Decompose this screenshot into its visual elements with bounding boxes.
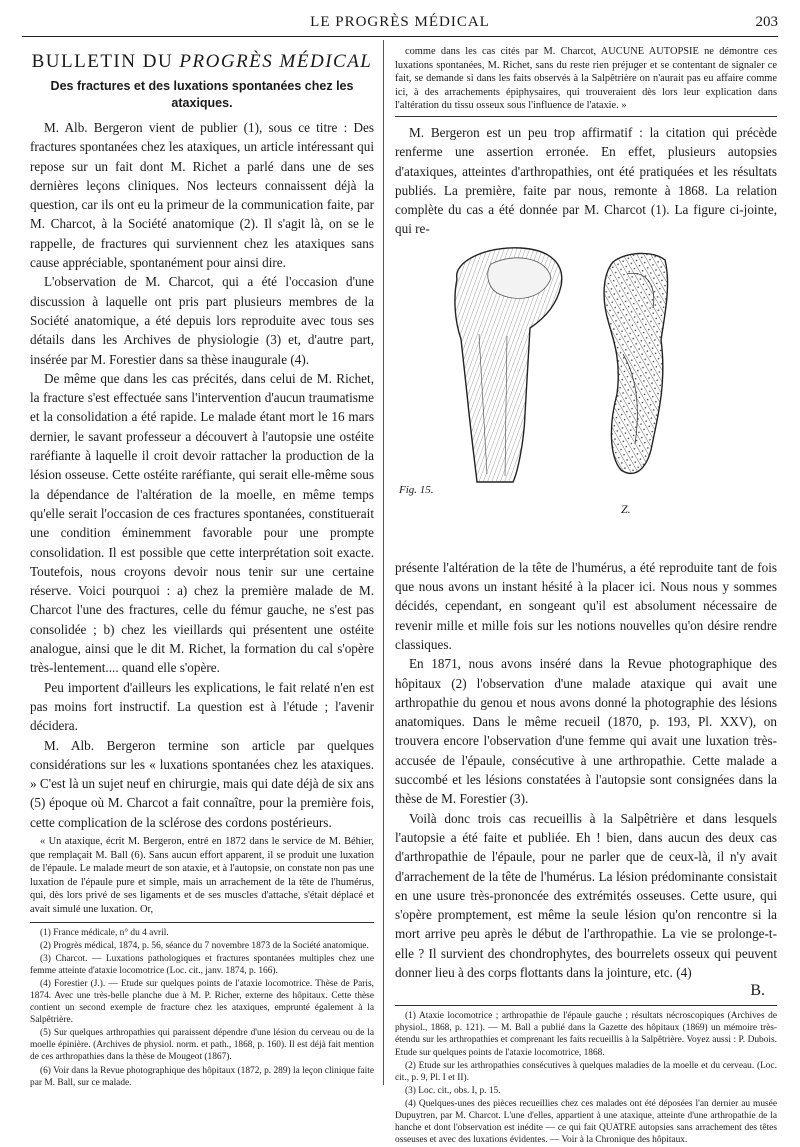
paragraph: L'observation de M. Charcot, qui a été l'occasion d'une discussion à laquelle ont pris part plusieurs membres de la Société anatomique, a été depuis lors reproduite avec tous ses détails dans les Archives de physiologie (3) et, d'autre part, insérée par M. Forestier dans sa thèse inaugurale (4). xyxy=(30,274,374,367)
footnote: (6) Voir dans la Revue photographique des hôpitaux (1872, p. 289) la leçon clinique faite par M. Ball, sur ce malade. xyxy=(30,1065,374,1088)
page-number: 203 xyxy=(755,14,778,30)
paragraph: M. Bergeron est un peu trop affirmatif : la citation qui précède renferme une assertion erronée. En effet, plusieurs autopsies d'ataxiques, atteintes d'arthropathies, ont été pratiquées et les résultats publiés. La première, faite par nous, remonte à 1868. La relation complète du cas a été donnée par M. Charcot (1). La figure ci-jointe, qui re- xyxy=(395,124,777,237)
paragraph: Peu importent d'ailleurs les explications, le fait relaté n'en est pas moins fort instructif. La question est à l'étude ; l'avenir décidera. xyxy=(30,679,374,734)
left-column xyxy=(30,45,374,1090)
figure-humerus xyxy=(395,244,777,556)
footnote: (3) Loc. cit., obs. I, p. 15. xyxy=(405,1085,501,1096)
footnote: (5) Sur quelques arthropathies qui paraissent dépendre d'une lésion du cerveau ou de la moelle épinière. (Archives de physiol. norm. et path., 1868, p. 160). Il est déjà fait mention de ces arthropathies dans la thèse de Mougeot (1867). xyxy=(30,1028,374,1063)
footnote: (2) Etude sur les arthropathies consécutives à quelques maladies de la moelle et du cerveau. (Loc. cit., p. 9, Pl. I et II). xyxy=(395,1060,777,1083)
footnote: (3) Charcot. — Luxations pathologiques et fractures spontanées multiples chez une femme atteinte d'ataxie locomotrice (Loc. cit., janv. 1874, p. 166). xyxy=(30,953,374,976)
footnote: (1) France médicale, n° du 4 avril. xyxy=(40,927,169,938)
paragraph: Voilà donc trois cas recueillis à la Salpêtrière et dans lesquels l'autopsie a été faite et publiée. Eh ! bien, dans aucun des deux cas d'arthropathie de l'épaule, pour ne parler que de ceux-là, il n'y avait d'arrachement de la tête de l'humérus. La lésion prédominante consistait en une usure très-prononcée des extrémités osseuses. Cette usure, qui s'opère promptement, est même la seule lésion qu'on rencontre si la mort arrive peu après le début de l'arthropathie. La vie se prolonge-t-elle ? Il survient des chondrophytes, des bourrelets osseux qui peuvent donner lieu à des corps flottants dans la jointure, etc. (4) xyxy=(395,810,777,980)
paragraph: De même que dans les cas précités, dans celui de M. Richet, la fracture s'est effectuée sans l'intervention d'aucun traumatisme et la consolidation a été rapide. Le malade étant mort le 16 mars dernier, le savant professeur a découvert à l'autopsie une ostéite raréfiante à laquelle il croit devoir rattacher la production de la lésion osseuse. Cette ostéite raréfiante, qui serait elle-même sous la dépendance de l'altération de la moelle, en même temps qu'elle serait l'occasion de ces fractures spontanées, constituerait une condition éminemment favorable pour une prompte consolidation. Il est possible que cette interprétation soit exacte. Toutefois, nous croyons devoir nous tenir sur une certaine réserve. Voici pourquoi : a) chez la première malade de M. Charcot l'une des fractures, celle du fémur gauche, ne s'est pas consolidée ; b) chez les vieillards qui présentent une ostéite analogue, ainsi que le dit M. Richet, la formation du cal s'opère très-lentement.... quand elle s'opère. xyxy=(30,370,374,676)
signature: B. xyxy=(750,982,765,1000)
paragraph: M. Alb. Bergeron vient de publier (1), sous ce titre : Des fractures spontanées chez les ataxiques, un article intéressant qui repose sur un fait dont M. Richet a parlé dans une de ses dernières leçons cliniques. Nos lecteurs connaissent déjà la question, car ils ont eu la primeur de la communication faite, par M. Charcot, à la Société anatomique (2). Il s'agit là, on se le rappelle, de fractures qui surviennent chez les ataxiques sans cause appréciable, spontanément pour ainsi dire. xyxy=(30,120,374,271)
quotation-continued: comme dans les cas cités par M. Charcot, AUCUNE AUTOPSIE ne démontre ces luxations spontanées, M. Richet, sans du reste rien préjuger et se contentant de signaler ce fait, se demande si dans les faits observés à la Salpêtrière on n'aurait pas eu affaire comme ici, à des arrachements épiphysaires, qui trouveraient dès lors leur explication dans l'altération du tissu osseux sous l'influence de l'ataxie. » xyxy=(395,46,777,112)
humerus-illustration xyxy=(395,244,777,556)
bulletin-heading xyxy=(30,45,374,73)
right-column xyxy=(395,45,777,1147)
journal-title: LE PROGRÈS MÉDICAL xyxy=(310,14,490,30)
bulletin-journal-name: PROGRÈS MÉDICAL xyxy=(179,51,373,72)
article-title: Des fractures et des luxations spontanées chez les ataxiques. xyxy=(50,79,354,110)
footnote: (4) Forestier (J.). — Etude sur quelques points de l'ataxie locomotrice. Thèse de Paris, 1874. Avec une très-belle planche due à M. P. Richer, externe des hôpitaux. Cette thèse contient un second exemple de fracture chez les ataxiques, emprunté également à la Salpêtrière. xyxy=(30,978,374,1026)
footnote: (4) Quelques-unes des pièces recueillies chez ces malades ont été déposées l'an dernier au musée Dupuytren, par M. Charcot. L'une d'elles, appartient à une ataxique, atteinte d'une arthropathie de la hanche et dont l'observation est inédite — ce qui fait QUATRE autopsies sans arrachement des têtes osseuses et avec des luxations évidentes. — Voir à la Chronique des hôpitaux. xyxy=(395,1098,777,1146)
footnote: (2) Progrès médical, 1874, p. 56, séance du 7 novembre 1873 de la Société anatomique. xyxy=(40,940,369,951)
footnote-rule xyxy=(30,922,374,923)
bulletin-prefix: BULLETIN DU xyxy=(31,51,174,72)
figure-label: Fig. 15. xyxy=(399,483,434,496)
footnote: (1) Ataxie locomotrice ; arthropathie de l'épaule gauche ; résultats nécroscopiques (Archives de physiol., 1868, p. 121). — M. Ball a publié dans la Gazette des hôpitaux (1869) un mémoire très-étendu sur les arthropathies et comprenant les faits recueillis à la Salpêtrière. Voyez aussi : P. Dubois. Etude sur quelques points de l'ataxie locomotrice, 1868. xyxy=(395,1011,777,1058)
paragraph: M. Alb. Bergeron termine son article par quelques considérations sur les « luxations spontanées chez les ataxiques. » C'est là un sujet neuf en chirurgie, mais qui date déjà de six ans (5) époque où M. Charcot a fait connaître, pour la première fois, cette complication de la sclérose des cordons postérieurs. xyxy=(30,737,374,830)
humerus-bone-left xyxy=(455,248,562,482)
paragraph: présente l'altération de la tête de l'humérus, a été reproduite tant de fois que nous avons un instant hésité à la placer ici. Nous nous y sommes décidés, cependant, en songeant qu'il est absolument nécessaire de revenir mille et mille fois sur les notions nouvelles qu'on désire rendre classiques. xyxy=(395,559,777,652)
quotation: « Un ataxique, écrit M. Bergeron, entré en 1872 dans le service de M. Béhier, que remplaçait M. Ball (6). Sans aucun effort apparent, il se produit une luxation de l'épaule. Le malade meurt de son ataxie, et à l'autopsie, on constate non pas une luxation de l'épaule pure et simple, mais un arrachement de la tête de l'humérus, qui, dès lors privé de ses ligaments et de ses muscles d'attache, s'était déplacé et avait simulé une luxation. Or, xyxy=(30,835,374,915)
column-divider xyxy=(383,40,384,1085)
humerus-bone-right xyxy=(604,253,667,473)
page-header xyxy=(22,10,778,37)
paragraph: En 1871, nous avons inséré dans la Revue photographique des hôpitaux (2) l'observation d'une malade ataxique qui avait une arthropathie du genou et nous avons donné la photographie des lésions anatomiques. Dans le même recueil (1870, p. 193, Pl. XXV), on trouvera encore l'observation d'une femme qui avait une luxation très-accusée de l'épaule, consécutive à une arthropathie. Cette malade a succombé et les lésions constatées à l'autopsie sont consignées dans la thèse de M. Forestier (3). xyxy=(395,656,777,807)
footnote-rule xyxy=(395,1005,777,1006)
figure-letter: Z. xyxy=(621,501,631,516)
quote-end-rule xyxy=(395,116,777,117)
